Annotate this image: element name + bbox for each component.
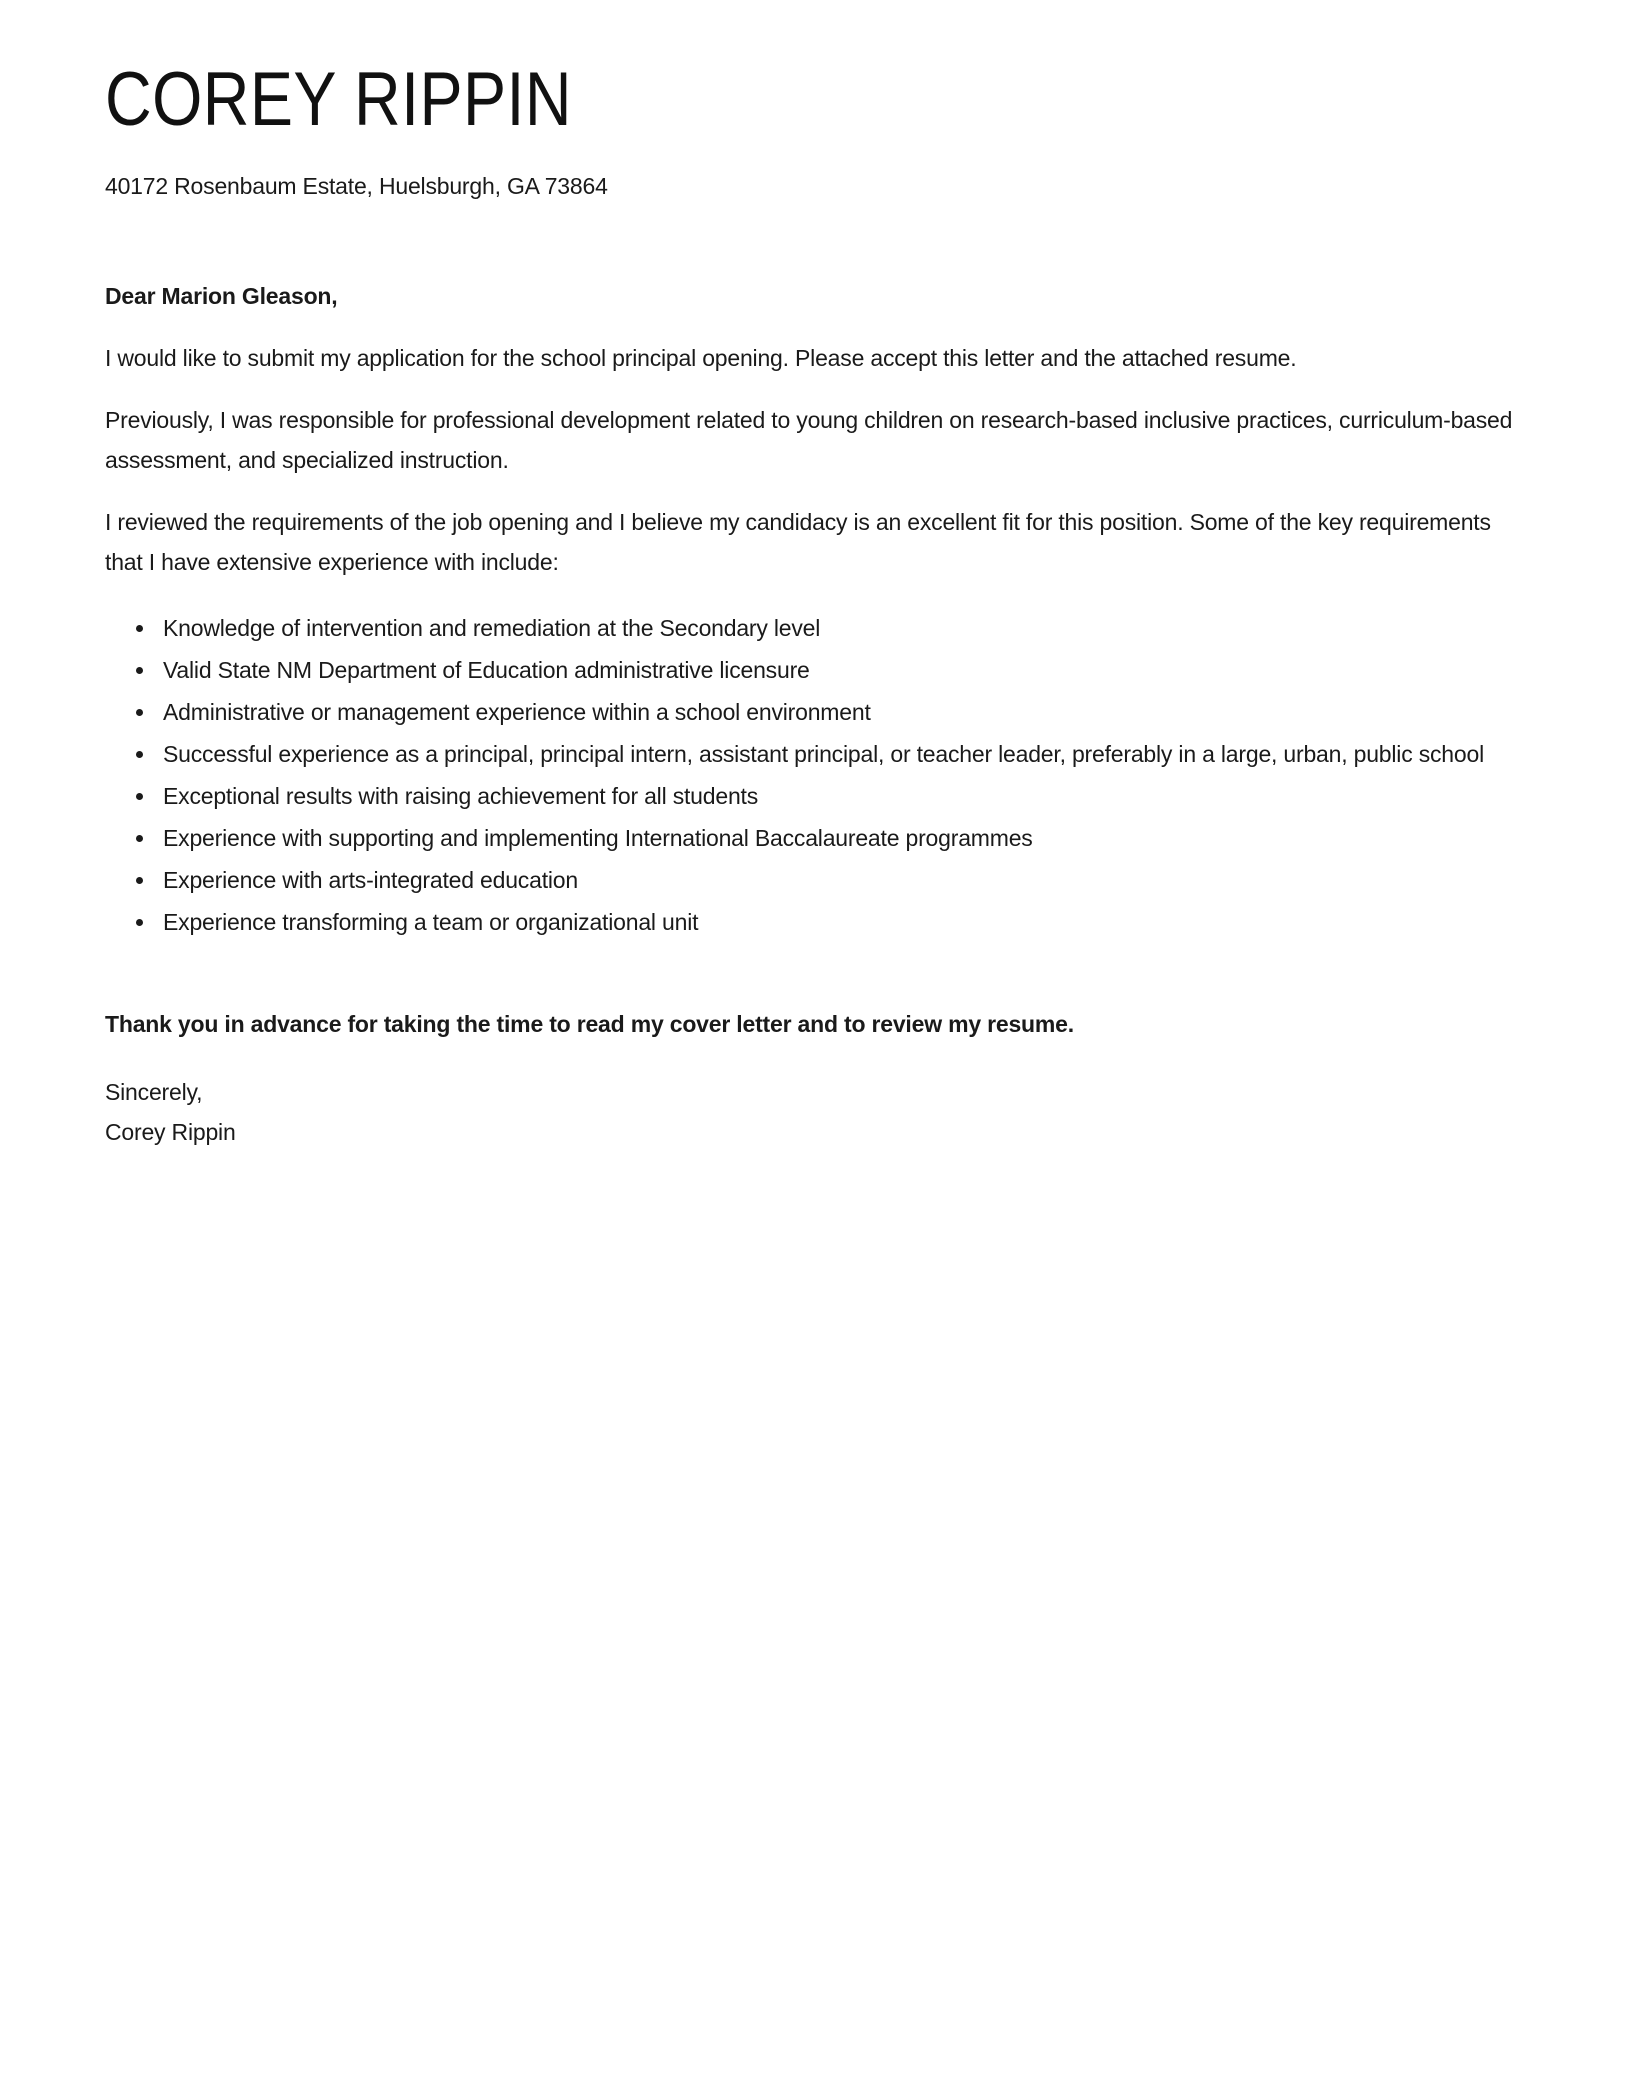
salutation: Dear Marion Gleason, — [105, 282, 338, 309]
paragraph-intro: I would like to submit my application for the school principal opening. Please accept this letter and the attached resume. — [105, 344, 1297, 371]
list-item: • Administrative or management experience within a school environment — [157, 692, 1527, 732]
paragraph-experience: Previously, I was responsible for professional development related to young children on research-based inclusive practices, curriculum-based assessment, and specialized instruction. — [105, 406, 1513, 473]
list-item: • Knowledge of intervention and remediation at the Secondary level — [157, 608, 1527, 648]
list-item: • Experience with arts-integrated education — [157, 860, 1527, 900]
list-item: • Experience with supporting and implementing International Baccalaureate programmes — [157, 818, 1527, 858]
paragraph-requirements: I reviewed the requirements of the job opening and I believe my candidacy is an excellent fit for this position. Some of the key requirements that I have extensive experience with include: — [105, 508, 1491, 575]
list-item: • Experience transforming a team or organizational unit — [157, 902, 1527, 942]
applicant-address: 40172 Rosenbaum Estate, Huelsburgh, GA 73864 — [105, 172, 608, 199]
closing-salutation: Sincerely, — [105, 1078, 203, 1105]
list-item: • Successful experience as a principal, principal intern, assistant principal, or teacher leader, preferably in a large, urban, public school — [157, 734, 1527, 774]
list-item: • Valid State NM Department of Education administrative licensure — [157, 650, 1527, 690]
closing-block — [105, 1072, 1527, 1152]
applicant-name-heading: COREY RIPPIN — [105, 57, 572, 142]
requirements-list — [105, 608, 1527, 942]
list-item: • Exceptional results with raising achievement for all students — [157, 776, 1527, 816]
signature-name: Corey Rippin — [105, 1118, 236, 1145]
thank-you-line: Thank you in advance for taking the time to read my cover letter and to review my resume. — [105, 1010, 1074, 1037]
